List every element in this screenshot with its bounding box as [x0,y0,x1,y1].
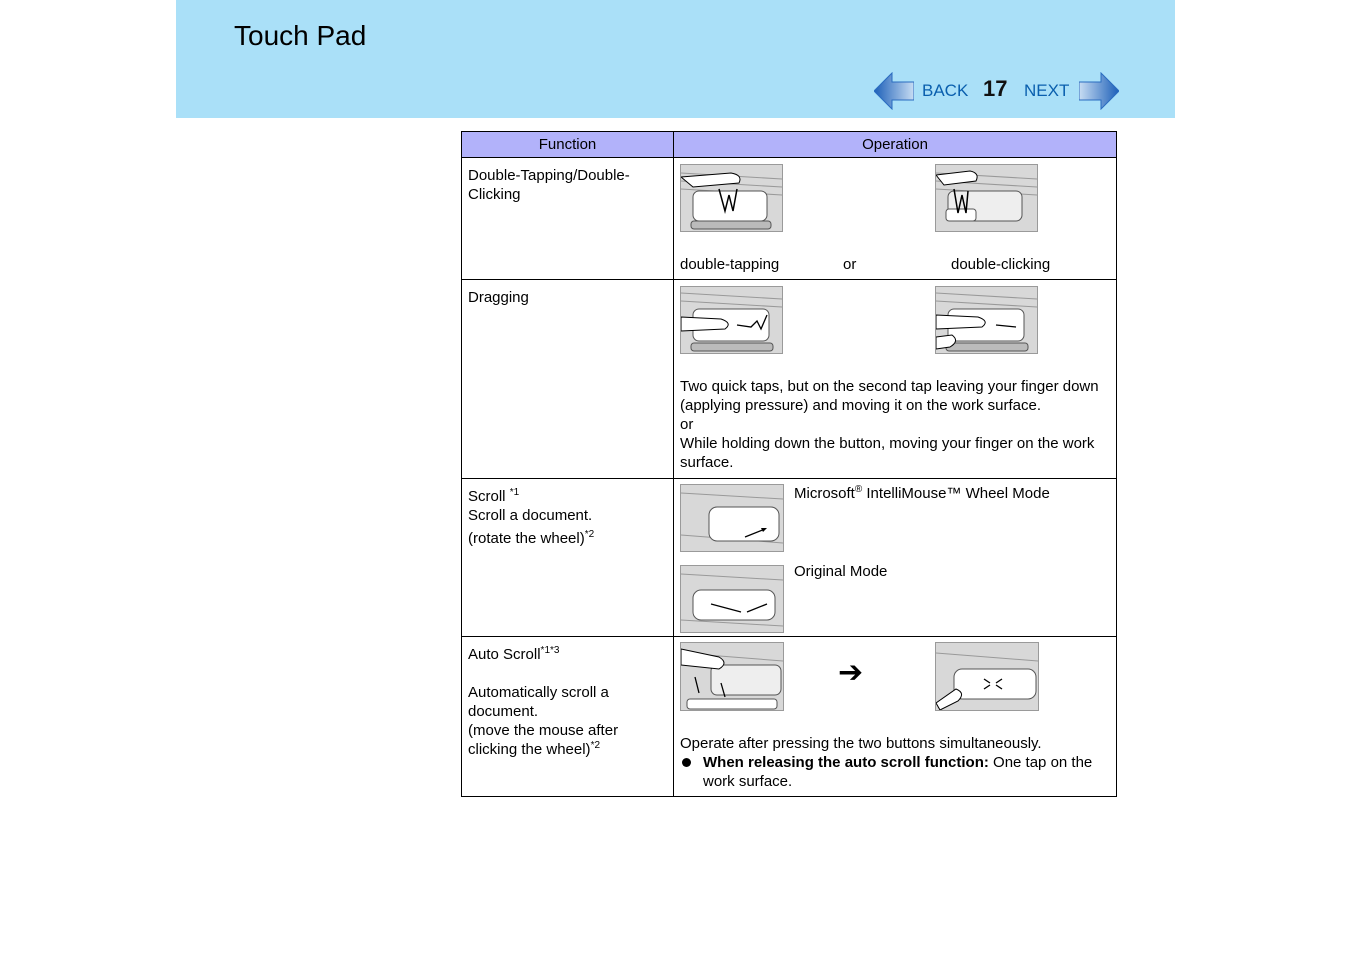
double-click-illustration [935,164,1038,232]
table-row [462,637,1117,797]
scroll-label: Scroll [468,488,506,505]
bullet-icon [682,758,691,767]
touchpad-table [461,131,1117,797]
page-title: Touch Pad [234,20,367,51]
scroll-desc: Scroll a document. [468,507,593,524]
operation-cell [674,158,1117,280]
dragging-desc-tap: Two quick taps, but on the second tap leaving your finger down (applying pressure) and moving it on the work surface. [680,378,1099,414]
function-cell [462,479,674,637]
page-number: 17 [983,76,1008,101]
original-mode-label: Original Mode [794,563,888,580]
page-header [176,0,1175,118]
function-cell [462,158,674,280]
auto-scroll-desc: Automatically scroll a document. [468,684,609,720]
function-label [468,645,667,664]
auto-scroll-footnote: *1*3 [540,645,560,656]
original-mode-illustration [680,565,784,633]
table-row [462,479,1117,637]
wheel-mode-label [794,484,1050,503]
back-button[interactable] [874,72,974,110]
caption-double-tapping: double-tapping [680,256,780,273]
registered-mark: ® [854,484,863,495]
auto-scroll-desc-2 [468,721,667,759]
dragging-description [680,377,1108,472]
spacer [468,664,667,683]
caption-or: or [843,256,857,273]
function-label [468,487,667,506]
two-buttons-illustration [680,642,784,711]
auto-scroll-release-note [703,753,1108,791]
next-label: NEXT [1024,81,1070,100]
drag-button-illustration [935,286,1038,354]
auto-scroll-desc-2-text: (move the mouse after clicking the wheel) [468,722,619,758]
release-note-bold: When releasing the auto scroll function: [703,754,989,771]
function-label: Double-Tapping/Double-Clicking [468,167,630,203]
scroll-footnote: *1 [509,487,520,498]
release-note-text: One tap on the work surface. [703,754,1093,790]
auto-scroll-label: Auto Scroll [468,646,541,663]
scroll-desc-2-footnote: *2 [584,529,595,540]
operation-cell [674,280,1117,479]
wheel-mode-text-b: IntelliMouse™ Wheel Mode [862,485,1050,502]
right-arrow-icon: ➔ [838,656,864,689]
column-header-operation: Operation [674,132,1117,158]
dragging-desc-or: or [680,416,694,433]
double-tap-illustration [680,164,783,232]
dragging-desc-button: While holding down the button, moving your finger on the work surface. [680,435,1095,471]
wheel-mode-text-a: Microsoft [794,485,855,502]
scroll-desc-2-text: (rotate the wheel) [468,530,585,547]
operation-cell [674,479,1117,637]
function-label: Dragging [468,289,529,306]
table-row [462,158,1117,280]
function-cell [462,280,674,479]
auto-scroll-illustration [935,642,1039,711]
next-button[interactable] [1024,72,1119,110]
auto-scroll-description: Operate after pressing the two buttons simultaneously. [680,735,1042,752]
column-header-function: Function [462,132,674,158]
next-arrow-icon [1079,72,1119,110]
auto-scroll-desc-2-footnote: *2 [590,740,601,751]
drag-tap-illustration [680,286,783,354]
wheel-mode-illustration [680,484,784,552]
table-row [462,280,1117,479]
back-arrow-icon [874,72,914,110]
operation-cell [674,637,1117,797]
caption-double-clicking: double-clicking [951,256,1051,273]
table-header-row [462,132,1117,158]
scroll-desc-2 [468,529,667,548]
function-cell [462,637,674,797]
back-label: BACK [922,81,969,100]
